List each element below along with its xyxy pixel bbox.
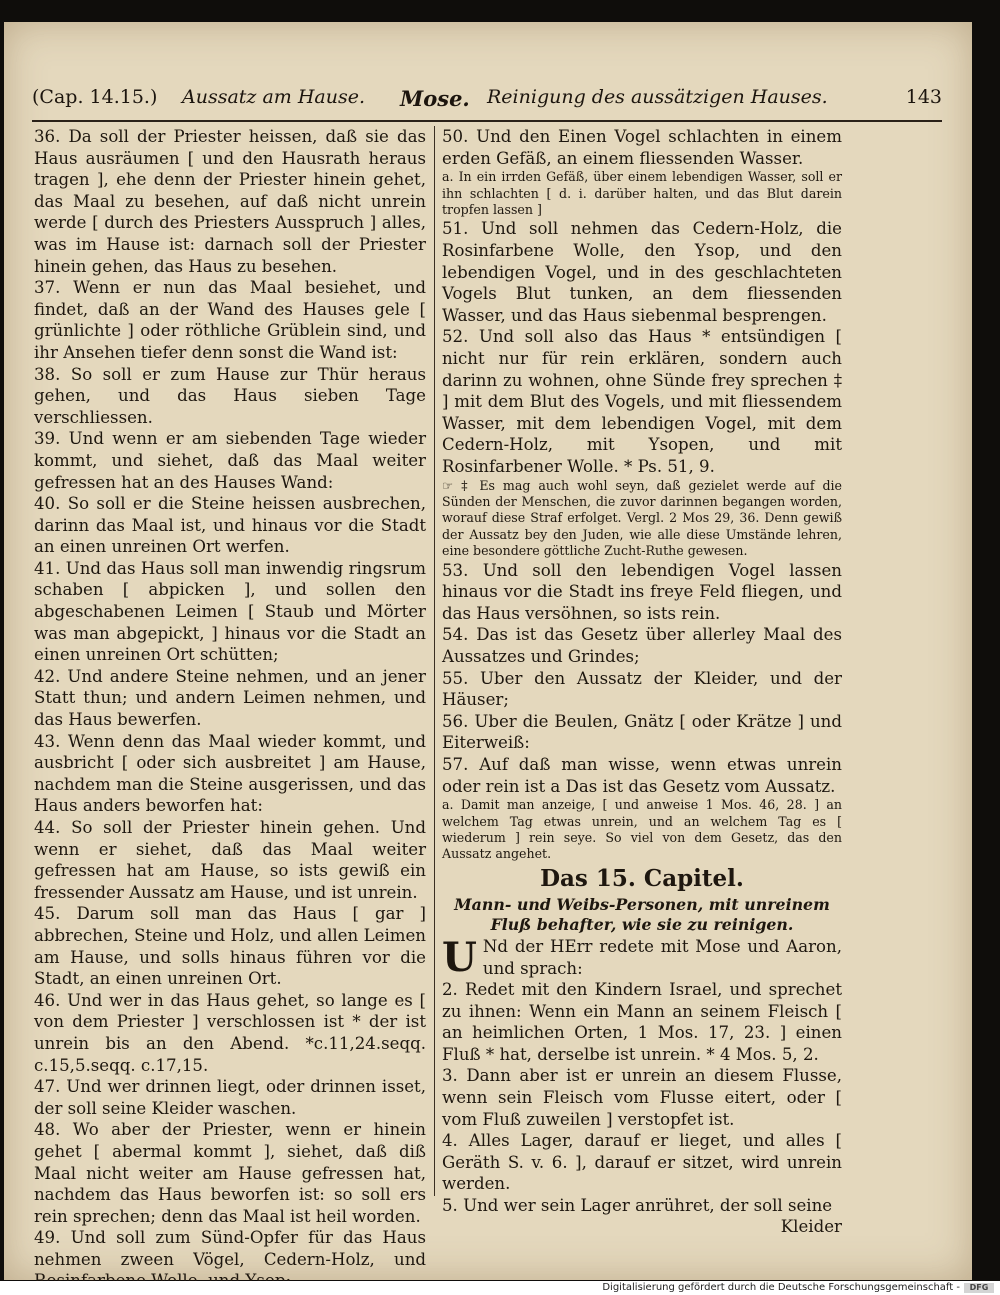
verse: 52. Und soll also das Haus * entsündigen [ nicht nur für rein erklären, sondern auch darinn zu wohnen, ohne Sünde frey sprechen ‡ ] mit dem Blut des Vogels, und mit fliessendem Wasser, mit dem lebendigen Vogel, mit dem Cedern-Holz, mit Ysopen, und mit Rosinfarbener Wolle. * Ps. 51, 9. — [442, 327, 842, 476]
chapter-heading: Das 15. Capitel. — [540, 864, 744, 892]
verse: 42. Und andere Steine nehmen, und an jener Statt thun; und andern Leimen nehmen, und das Haus bewerfen. — [34, 666, 426, 730]
verse: 44. So soll der Priester hinein gehen. Und wenn er siehet, daß das Maal weiter gefressen hat am Hause, so ists gewiß ein fressender Aussatz am Hause, und ist unrein. — [34, 818, 426, 902]
verse: 43. Wenn denn das Maal wieder kommt, und ausbricht [ oder sich ausbreitet ] am Hause, nachdem man die Steine ausgerissen, und das Haus anders beworfen hat: — [34, 731, 426, 816]
dfg-logo: DFG — [964, 1283, 994, 1293]
catchword: Kleider — [780, 1216, 842, 1236]
verse: 51. Und soll nehmen das Cedern-Holz, die Rosinfarbene Wolle, den Ysop, und den lebendigen Vogel, und in des geschlachteten Vogels Blut tunken, an dem fliessenden Wasser, und das Haus siebenmal besprengen. — [442, 219, 842, 325]
gloss-note: a. Damit man anzeige, [ und anweise 1 Mos. 46, 28. ] an welchem Tag etwas unrein, und an welchem Tag es [ wiederum ] rein seye. So viel von dem Gesetz, das den Aussatz angehet. — [442, 797, 842, 862]
verse: 53. Und soll den lebendigen Vogel lassen hinaus vor die Stadt ins freye Feld fliegen, und das Haus versöhnen, so ists rein. — [442, 560, 842, 623]
left-running-title: Aussatz am Hause. — [182, 86, 366, 108]
verse: 3. Dann aber ist er unrein an diesem Flusse, wenn sein Fleisch vom Flusse eitert, oder [ vom Fluß zuweilen ] verstopfet ist. — [442, 1066, 842, 1129]
header-rule — [32, 120, 942, 122]
chapter-reference: (Cap. 14.15.) — [32, 86, 158, 108]
left-column — [34, 126, 426, 1292]
verse: 2. Redet mit den Kindern Israel, und sprechet zu ihnen: Wenn ein Mann an seinem Fleisch [ an heimlichen Orten, 1 Mos. 17, 23. ] einen Fluß * hat, derselbe ist unrein. * 4 Mos. 5, 2. — [442, 980, 842, 1064]
verse: 50. Und den Einen Vogel schlachten in einem erden Gefäß, an einem fliessenden Wasser. — [442, 127, 842, 168]
gloss-note: ☞ ‡ Es mag auch wohl seyn, daß gezielet werde auf die Sünden der Menschen, die zuvor darinnen begangen worden, worauf diese Straf erfolget. Vergl. 2 Mos 29, 36. Denn gewiß der Aussatz bey den Juden, wie alle diese Umstände lehren, eine besondere göttliche Zucht-Ruthe gewesen. — [442, 477, 842, 559]
verse: 37. Wenn er nun das Maal besiehet, und findet, daß an der Wand des Hauses gele [ grünlichte ] oder röthliche Grüblein sind, und ihr Ansehen tiefer denn sonst die Wand ist: — [34, 278, 426, 362]
verse: 39. Und wenn er am siebenden Tage wieder kommt, und siehet, daß das Maal weiter gefressen hat an des Hauses Wand: — [34, 429, 426, 492]
verse: 40. So soll er die Steine heissen ausbrechen, darinn das Maal ist, und hinaus vor die Stadt an einen unreinen Ort werfen. — [34, 494, 426, 557]
funding-notice: Digitalisierung gefördert durch die Deutsche Forschungsgemeinschaft - — [602, 1282, 960, 1293]
verse: 49. Und soll zum Sünd-Opfer für das Haus nehmen zween Vögel, Cedern-Holz, und — [34, 1228, 426, 1269]
drop-initial: U — [442, 933, 477, 981]
chapter-summary: Mann- und Weibs-Personen, mit unreinem Fluß behafter, wie sie zu reinigen. — [454, 894, 830, 935]
verse: 56. Uber die Beulen, Gnätz [ oder Krätze ] und Eiterweiß: — [442, 711, 842, 753]
first-verse-text: Nd der HErr redete mit Mose und Aaron, und sprach: — [482, 936, 842, 978]
verse: 4. Alles Lager, darauf er lieget, und alles [ Geräth S. v. 6. ], darauf er sitzet, wird unrein werden. — [442, 1131, 842, 1194]
verse: 55. Uber den Aussatz der Kleider, und der Häuser; — [442, 668, 842, 710]
right-column — [442, 126, 842, 1236]
page-number: 143 — [905, 86, 942, 108]
column-rule — [434, 126, 435, 1196]
verse: 38. So soll er zum Hause zur Thür heraus gehen, und das Haus sieben Tage verschliessen. — [34, 364, 426, 427]
first-verse — [442, 933, 842, 981]
running-head — [32, 82, 942, 118]
verse: 41. Und das Haus soll man inwendig ringsrum schaben [ abpicken ], und sollen den abgeschabenen Leimen [ Staub und Mörter was man abgepickt, ] hinaus vor die Stadt an einen unreinen Ort schütten; — [34, 558, 426, 665]
verse: 47. Und wer drinnen liegt, oder drinnen isset, der soll seine Kleider waschen. — [34, 1077, 426, 1118]
footer-bar — [0, 1281, 1000, 1295]
right-running-title: Reinigung des aussätzigen Hauses. — [487, 86, 828, 108]
gloss-note: a. In ein irrden Gefäß, über einem lebendigen Wasser, soll er ihn schlachten [ d. i. darüber halten, und das Blut darein tropfen lassen ] — [442, 169, 842, 217]
book-title: Mose. — [400, 86, 470, 111]
book-page — [4, 22, 972, 1280]
verse: 5. Und wer sein Lager anrühret, der soll seine — [442, 1196, 833, 1216]
verse: 36. Da soll der Priester heissen, daß sie das Haus ausräumen [ und den Hausrath heraus tragen ], ehe denn der Priester hinein gehet, das Maal zu besehen, auf daß nicht unrein werde [ durch des Priesters Ausspruch ] alles, was im Hause ist: darnach soll der Priester hinein gehen, das Haus zu besehen. — [34, 127, 426, 276]
verse: 54. Das ist das Gesetz über allerley Maal des Aussatzes und Grindes; — [442, 625, 842, 666]
verse: 48. Wo aber der Priester, wenn er hinein gehet [ abermal kommt ], siehet, daß diß Maal nicht weiter am Hause gefressen hat, nachdem das Haus beworfen ist: so soll ers rein sprechen; denn das Maal ist heil worden. — [34, 1120, 426, 1226]
verse: 45. Darum soll man das Haus [ gar ] abbrechen, Steine und Holz, und allen Leimen am Hause, und solls hinaus führen vor die Stadt, an einen unreinen Ort. — [34, 904, 426, 989]
verse: 57. Auf daß man wisse, wenn etwas unrein oder rein ist a Das ist das Gesetz vom Aussatz. — [442, 754, 842, 796]
verse: 46. Und wer in das Haus gehet, so lange es [ von dem Priester ] verschlossen ist * der ist unrein bis an den Abend. *c.11,24.seqq. c.15,5.seqq. c.17,15. — [34, 990, 426, 1075]
